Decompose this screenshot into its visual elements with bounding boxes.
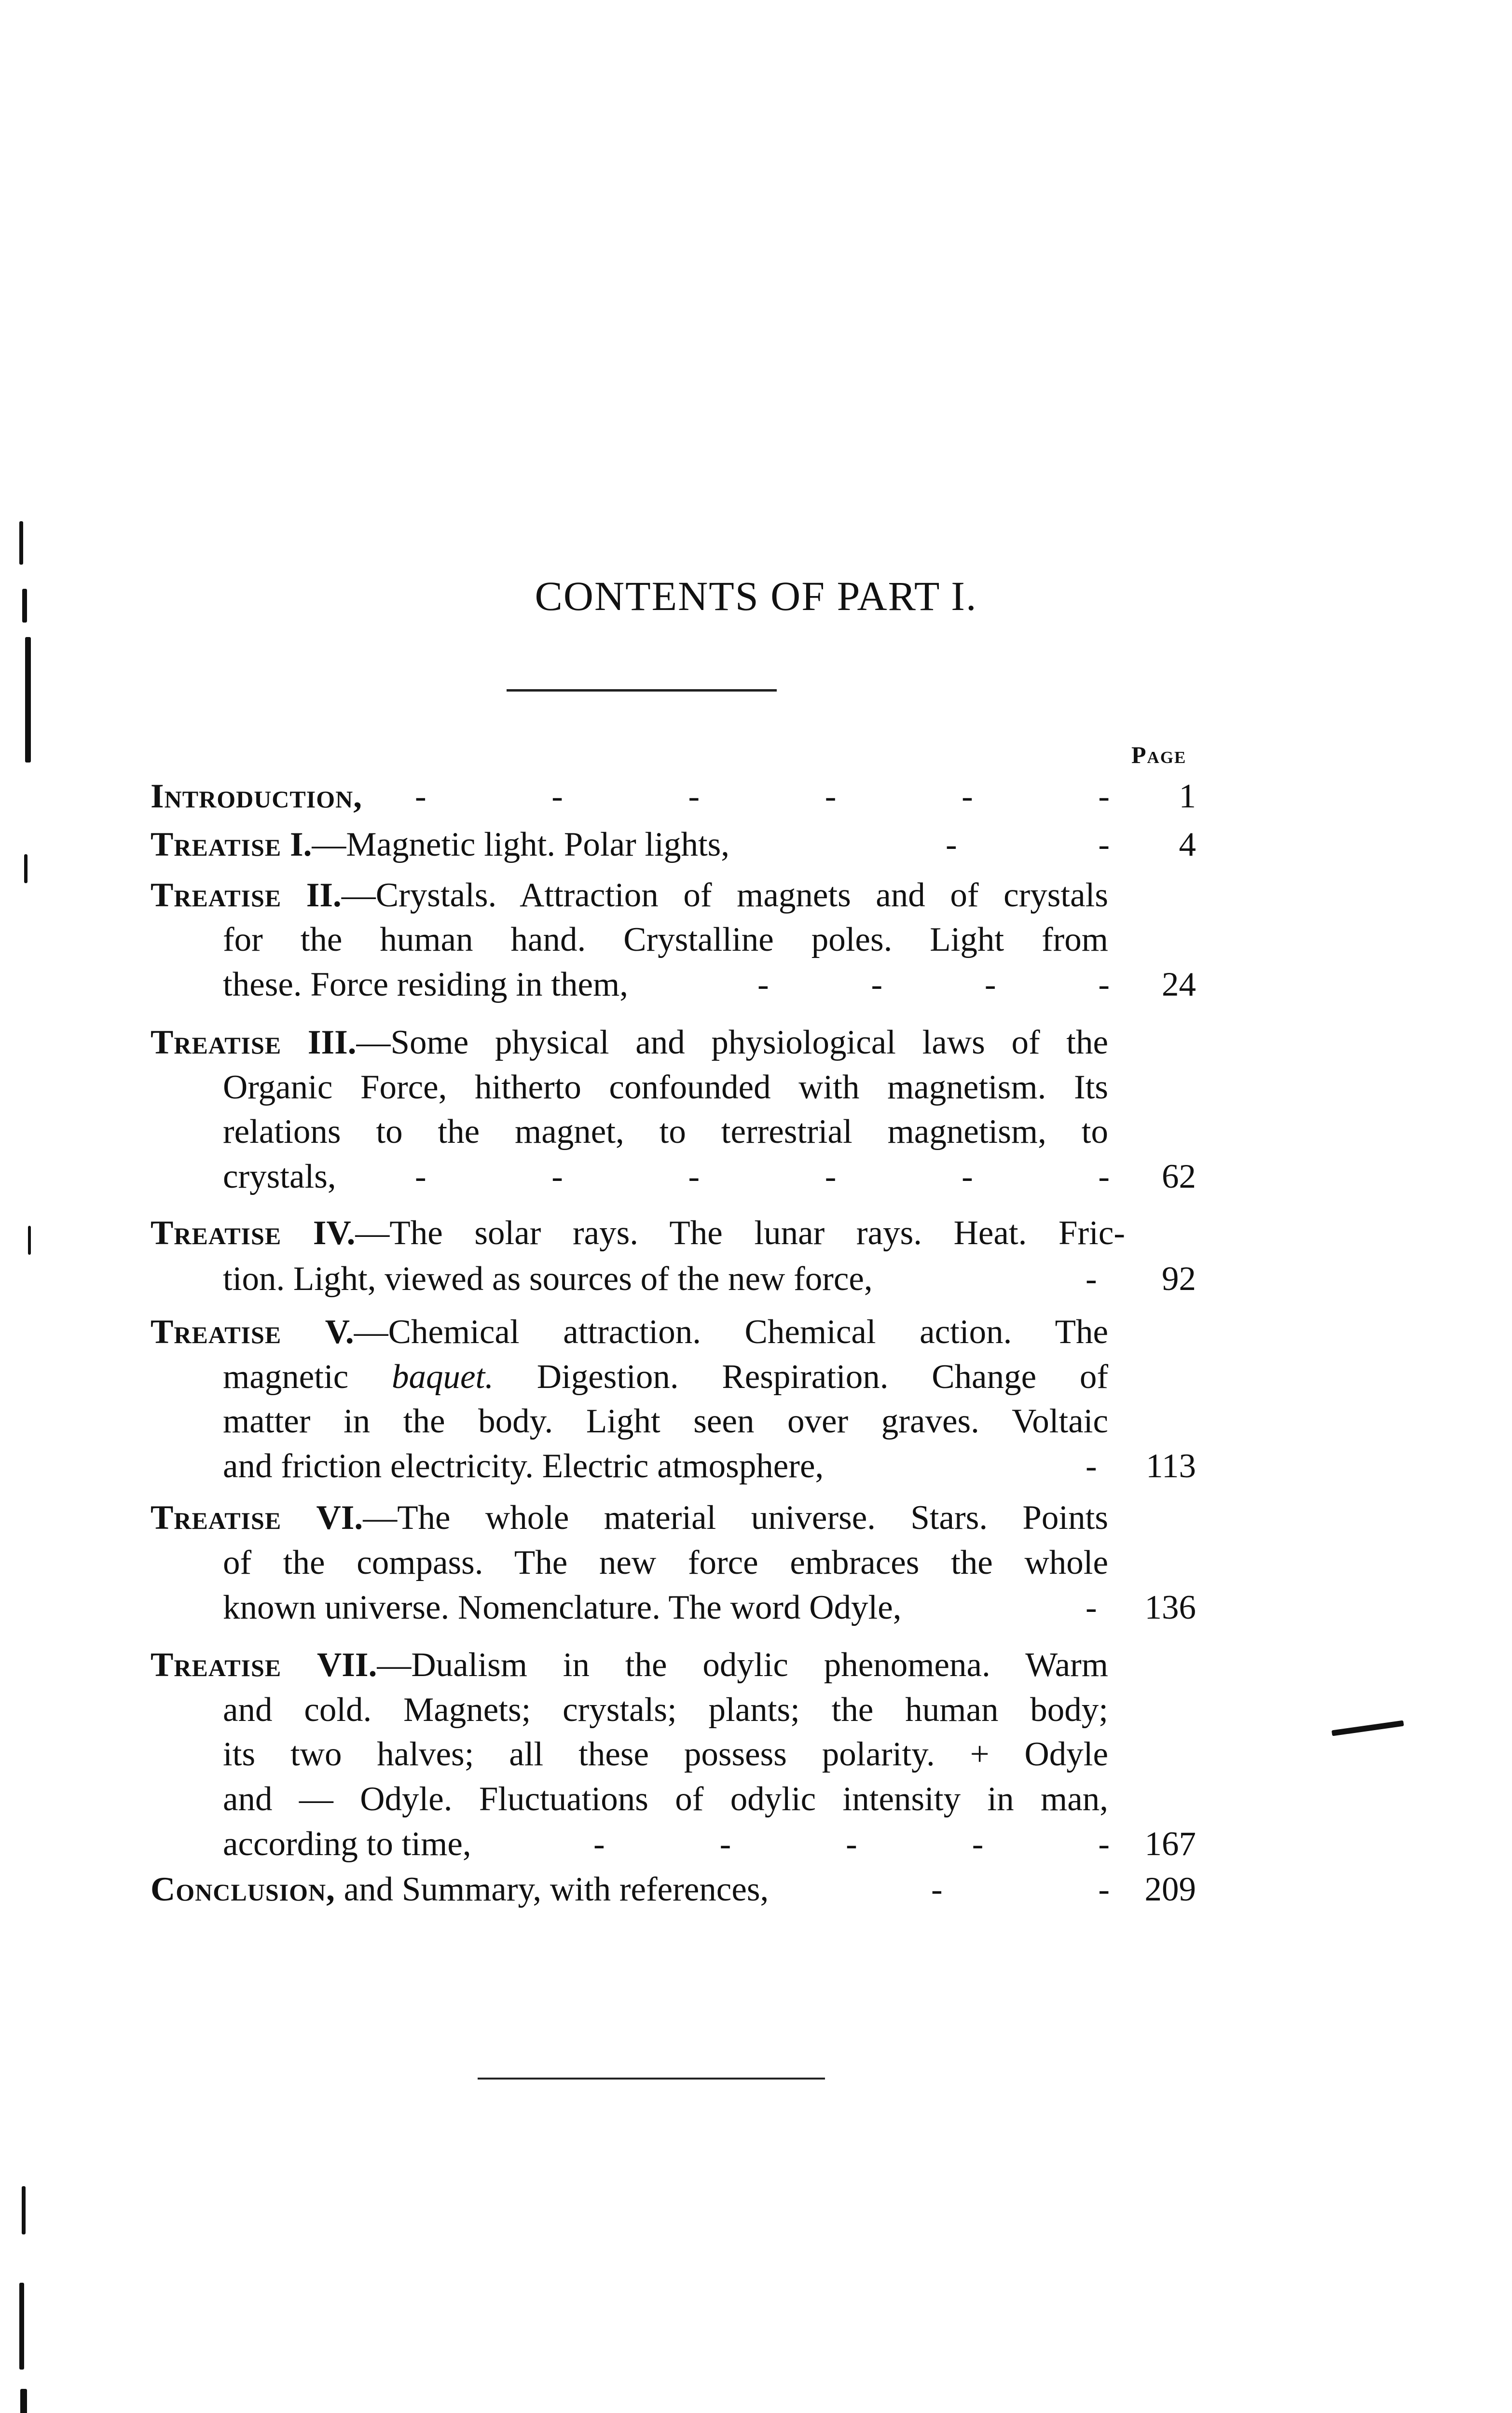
scan-mark: [28, 1226, 31, 1255]
dot-leaders: -: [1086, 1447, 1097, 1485]
entry-text-line: matter in the body. Light seen over graves. Voltaic: [223, 1402, 1108, 1440]
entry-text-line: relations to the magnet, to terrestrial magnetism, to: [223, 1113, 1108, 1151]
entry-text: —Some physical and physiological laws of the: [356, 1024, 1109, 1061]
entry-text-line: Organic Force, hitherto confounded with magnetism. Its: [223, 1068, 1108, 1106]
entry-label: Conclusion,: [151, 1871, 335, 1908]
scan-mark: [24, 854, 27, 883]
entry-label: Treatise: [151, 1214, 282, 1252]
entry-text: —Crystals. Attraction of magnets and of crystals: [341, 876, 1109, 914]
page-number: 136: [1144, 1589, 1196, 1626]
entry-label: Introduction,: [151, 777, 362, 815]
entry-numeral: I.: [289, 826, 312, 863]
page-number: 1: [1179, 777, 1196, 815]
entry-text-line: its two halves; all these possess polarity. + Odyle: [223, 1735, 1108, 1773]
entry-text-line: crystals,: [223, 1158, 336, 1195]
entry-label: Treatise: [151, 1499, 282, 1537]
toc-entry-treatise-5[interactable]: [151, 1315, 1108, 1349]
page-number: 209: [1144, 1871, 1196, 1908]
entry-label: Treatise: [151, 1024, 282, 1061]
entry-label: Treatise: [151, 1313, 282, 1351]
toc-entry-treatise-6[interactable]: [151, 1501, 1108, 1535]
entry-text-line: magnetic baquet. Digestion. Respiration. Change of: [223, 1358, 1108, 1396]
dot-leaders: -: [1086, 1589, 1097, 1626]
entry-label: Treatise: [151, 826, 282, 863]
toc-entry-treatise-7[interactable]: [151, 1648, 1108, 1682]
entry-text-line: tion. Light, viewed as sources of the new force,: [223, 1260, 873, 1298]
dot-leaders: - -: [931, 1871, 1110, 1908]
entry-label: Treatise: [151, 1646, 282, 1684]
entry-text: and Summary, with references,: [344, 1871, 769, 1908]
dot-leaders: - -: [946, 826, 1110, 863]
toc-entry-treatise-2[interactable]: [151, 878, 1108, 913]
entry-numeral: V.: [325, 1313, 354, 1351]
entry-numeral: IV.: [313, 1214, 356, 1252]
entry-numeral: VI.: [316, 1499, 363, 1537]
page-number: 24: [1162, 966, 1196, 1003]
scan-mark: [20, 2389, 27, 2413]
entry-text-line: according to time,: [223, 1825, 471, 1863]
entry-numeral: II.: [306, 876, 342, 914]
entry-text: —Magnetic light. Polar lights,: [312, 826, 730, 863]
scan-mark: [19, 2283, 24, 2370]
page-number: 92: [1162, 1260, 1196, 1298]
closing-rule: [478, 2078, 825, 2080]
page-number: 113: [1146, 1447, 1196, 1485]
page-column-heading: Page: [1131, 741, 1187, 768]
entry-numeral: VII.: [317, 1646, 377, 1684]
entry-text-line: for the human hand. Crystalline poles. Light from: [223, 921, 1108, 958]
page-title: CONTENTS OF PART I.: [535, 573, 977, 619]
entry-numeral: III.: [307, 1024, 357, 1061]
page-number: 62: [1162, 1158, 1196, 1195]
entry-text-line: these. Force residing in them,: [223, 966, 628, 1003]
scan-mark: [19, 521, 23, 565]
dot-leaders: -: [1086, 1260, 1097, 1298]
toc-entry-treatise-4[interactable]: [151, 1216, 1125, 1250]
dot-leaders: - - - -: [757, 966, 1110, 1003]
dot-leaders: - - - - - -: [415, 1158, 1110, 1195]
entry-text: —Dualism in the odylic phenomena. Warm: [377, 1646, 1108, 1684]
entry-text-line: and — Odyle. Fluctuations of odylic intensity in man,: [223, 1780, 1108, 1818]
entry-text: —Chemical attraction. Chemical action. The: [354, 1313, 1108, 1351]
scan-mark: [22, 2186, 26, 2234]
entry-text-line: and friction electricity. Electric atmosphere,: [223, 1447, 824, 1485]
entry-text: —The solar rays. The lunar rays. Heat. Fric-: [355, 1214, 1126, 1252]
scan-mark: [25, 637, 31, 763]
italic-term: baquet.: [391, 1358, 494, 1396]
entry-text: —The whole material universe. Stars. Points: [363, 1499, 1108, 1537]
entry-text-line: and cold. Magnets; crystals; plants; the human body;: [223, 1691, 1108, 1729]
toc-entry-treatise-3[interactable]: [151, 1026, 1108, 1060]
scan-mark: [22, 589, 27, 623]
entry-label: Treatise: [151, 876, 282, 914]
dot-leaders: - - - - - -: [415, 777, 1110, 815]
dot-leaders: - - - - -: [593, 1825, 1110, 1863]
entry-text-line: of the compass. The new force embraces the whole: [223, 1544, 1108, 1581]
page-number: 167: [1144, 1825, 1196, 1863]
page-number: 4: [1179, 826, 1196, 863]
entry-text-line: known universe. Nomenclature. The word Odyle,: [223, 1589, 902, 1626]
